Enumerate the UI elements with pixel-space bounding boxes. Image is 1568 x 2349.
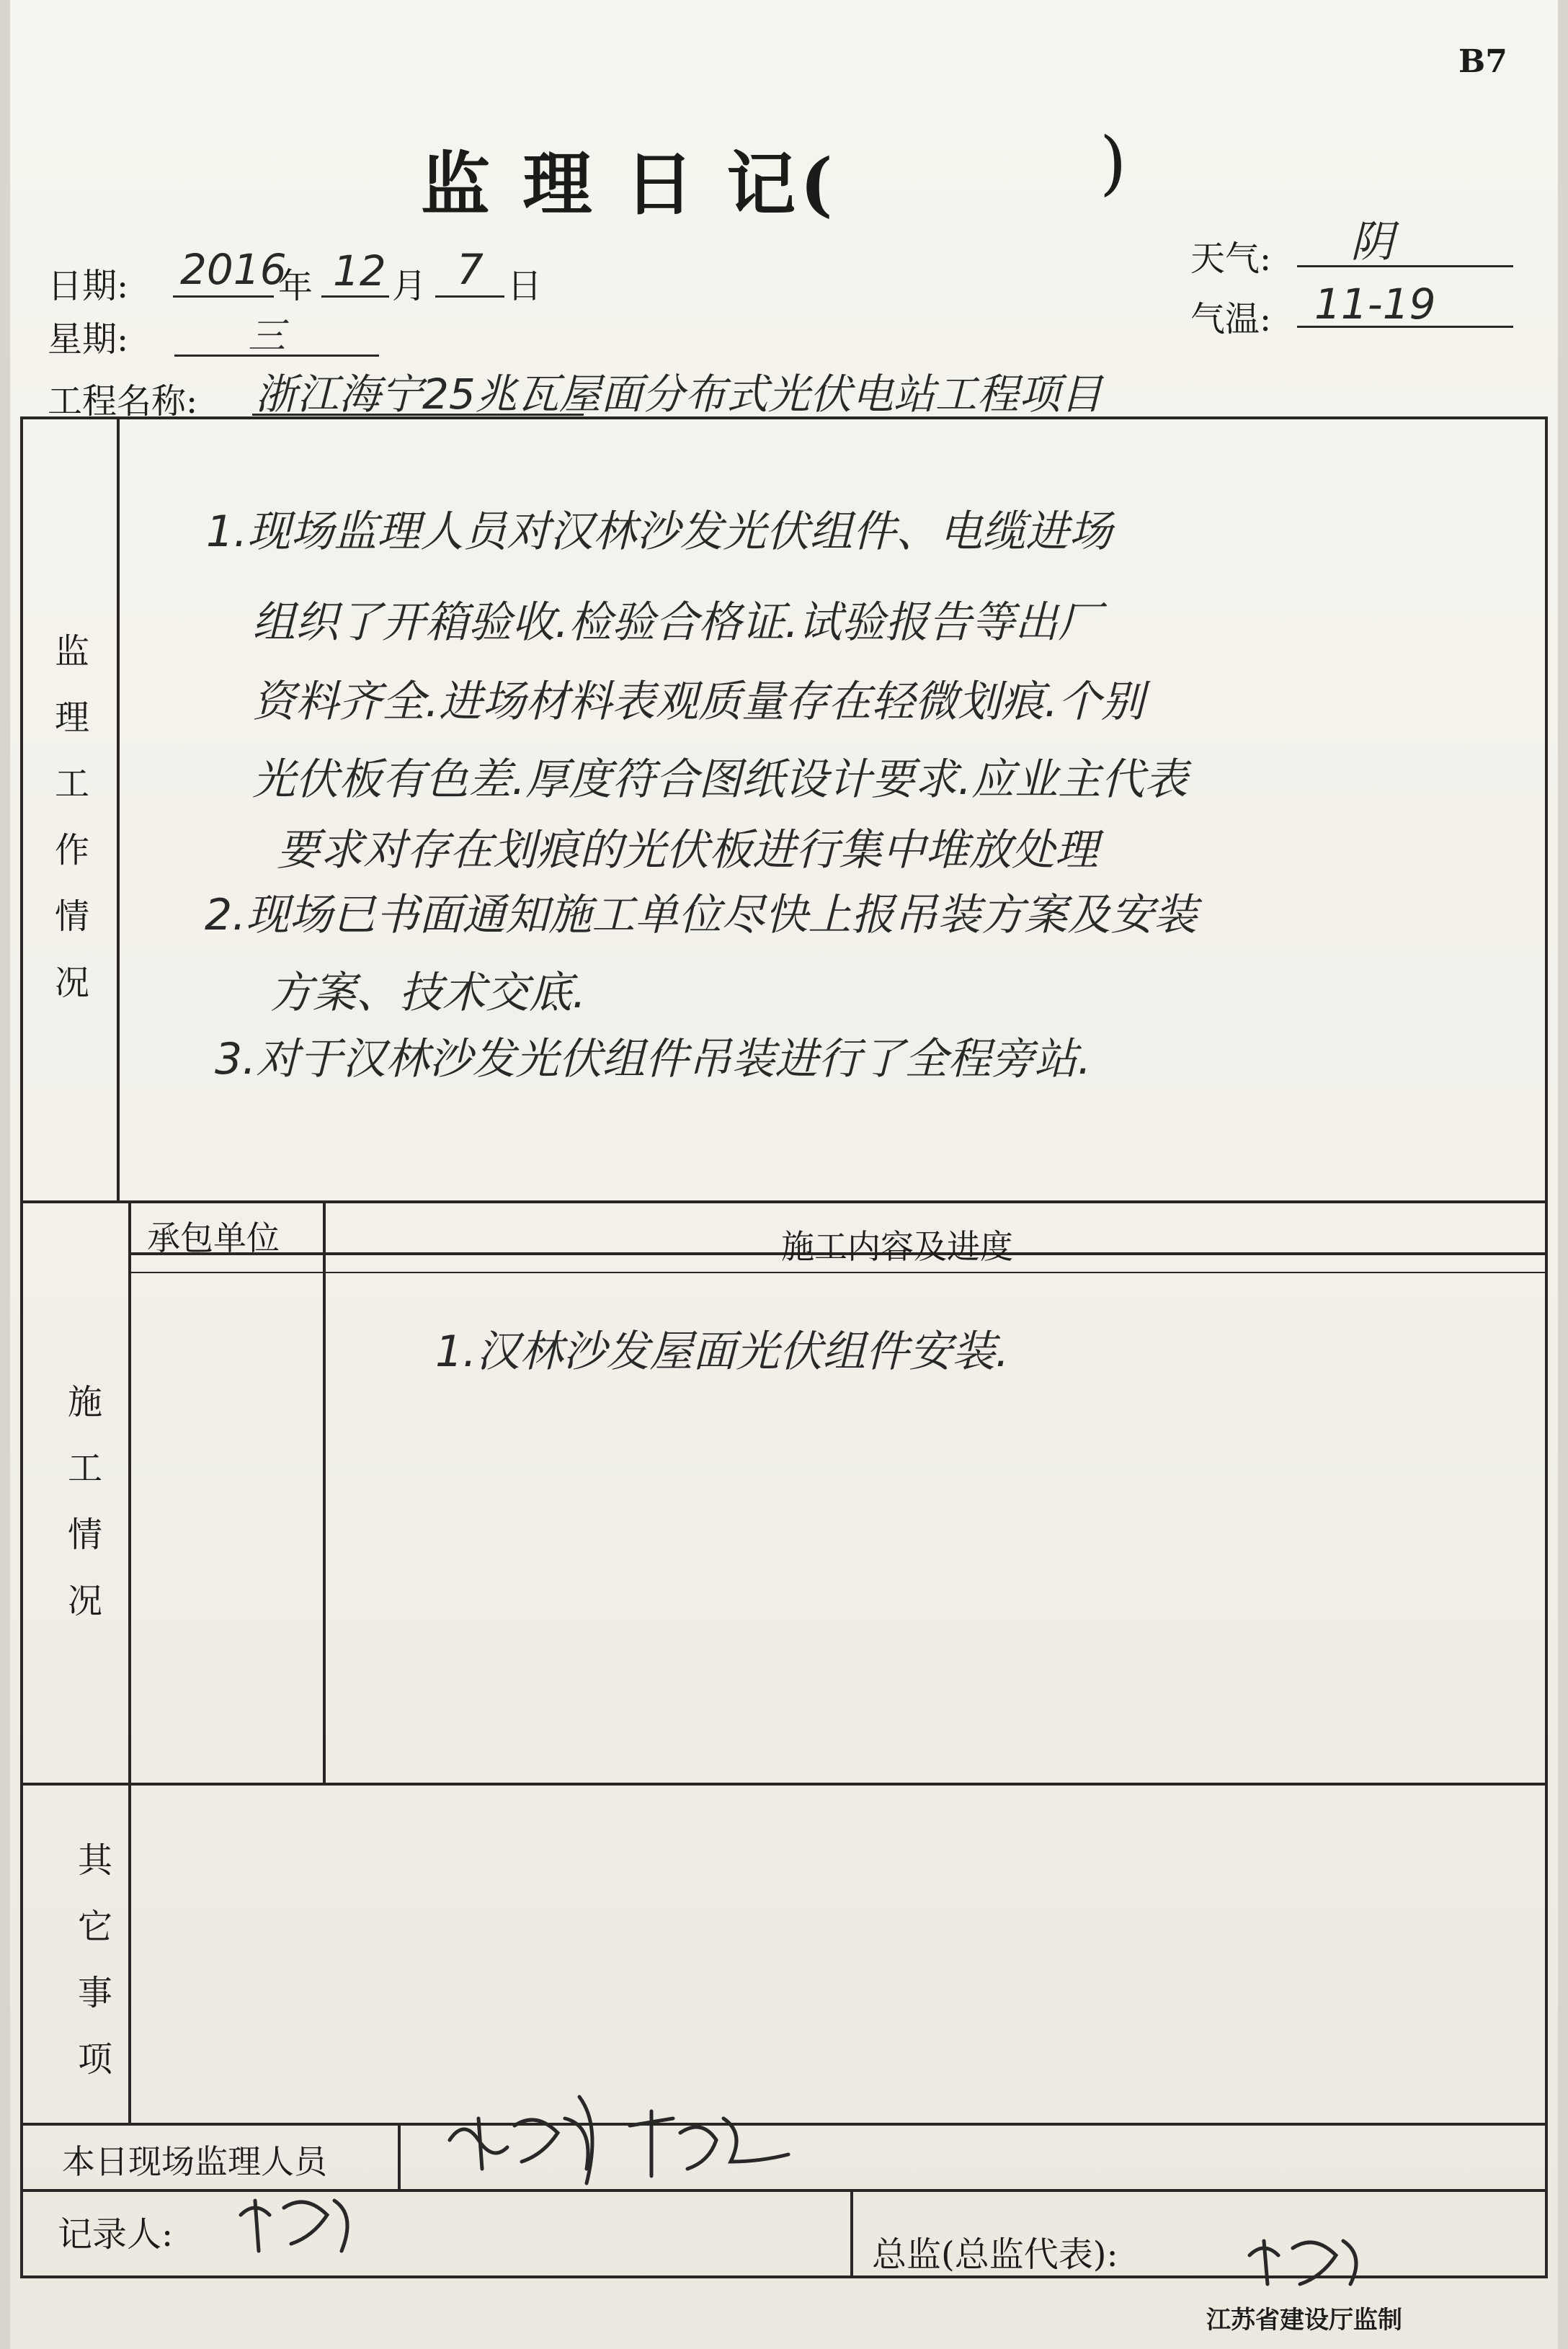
supervision-label-char: 理 (54, 697, 89, 738)
column-header-contractor: 承包单位 (147, 1218, 280, 1257)
supervision-label-char: 监 (54, 631, 89, 672)
supervision-line-7: 方案、技术交底. (270, 968, 587, 1018)
supervision-line-5: 要求对存在划痕的光伏板进行集中堆放处理 (277, 825, 1098, 875)
diary-form-page (10, 0, 1558, 2349)
chief-supervisor-label: 总监(总监代表): (872, 2234, 1118, 2275)
day-label: 日 (507, 266, 543, 306)
supervision-section-label (43, 618, 101, 1016)
supervision-line-2: 组织了开箱验收.检验合格证.试验报告等出厂 (252, 597, 1102, 648)
column-header-content: 施工内容及进度 (781, 1227, 1013, 1266)
weather-label: 天气: (1190, 239, 1272, 279)
supervision-line-4: 光伏板有色差.厚度符合图纸设计要求.应业主代表 (252, 754, 1188, 805)
form-code: B7 (1458, 43, 1507, 80)
date-month: 12 (333, 246, 386, 295)
construction-label-char: 情 (67, 1515, 102, 1555)
date-label: 日期: (48, 266, 129, 306)
weekday-label: 星期: (48, 319, 129, 360)
weekday-value: 三 (248, 315, 286, 358)
supervision-label-char: 情 (54, 896, 89, 937)
onsite-staff-label: 本日现场监理人员 (62, 2142, 327, 2181)
other-section-label (66, 1827, 124, 2092)
supervision-line-1: 1.现场监理人员对汉林沙发光伏组件、电缆进场 (206, 507, 1113, 557)
date-day: 7 (457, 245, 484, 294)
supervision-label-char: 工 (54, 764, 89, 804)
weather-value: 阴 (1350, 217, 1394, 267)
table-grid (10, 0, 1558, 2349)
year-label: 年 (278, 266, 313, 306)
onsite-staff-signature (435, 2090, 810, 2190)
temperature-label: 气温: (1190, 299, 1272, 339)
construction-label-char: 况 (67, 1581, 102, 1621)
supervision-line-8: 3.对于汉林沙发光伏组件吊装进行了全程旁站. (215, 1034, 1092, 1084)
page-title: 监 理 日 记( (421, 143, 837, 225)
supervision-line-3: 资料齐全.进场材料表观质量存在轻微划痕.个别 (252, 677, 1145, 727)
construction-section-label (56, 1369, 114, 1634)
date-year: 2016 (180, 245, 287, 294)
chief-supervisor-signature (1235, 2219, 1379, 2299)
project-label: 工程名称: (48, 381, 198, 422)
supervision-label-char: 作 (54, 830, 89, 870)
other-label-char: 项 (77, 2039, 112, 2080)
page-title-close: ) (1100, 122, 1127, 203)
construction-content: 1.汉林沙发屋面光伏组件安装. (435, 1327, 1010, 1377)
construction-label-char: 工 (67, 1448, 102, 1489)
temperature-value: 11-19 (1314, 280, 1436, 329)
issuer-note: 江苏省建设厅监制 (1206, 2306, 1402, 2335)
month-label: 月 (392, 266, 427, 306)
project-name: 浙江海宁25兆瓦屋面分布式光伏电站工程项目 (255, 370, 1102, 419)
construction-label-char: 施 (67, 1382, 102, 1422)
other-label-char: 其 (77, 1840, 112, 1881)
supervision-label-char: 况 (54, 963, 89, 1003)
other-label-char: 它 (77, 1907, 112, 1947)
recorder-label: 记录人: (58, 2214, 174, 2255)
other-label-char: 事 (77, 1973, 112, 2013)
supervision-line-6: 2.现场已书面通知施工单位尽快上报吊装方案及安装 (205, 890, 1198, 940)
recorder-signature (226, 2179, 370, 2265)
